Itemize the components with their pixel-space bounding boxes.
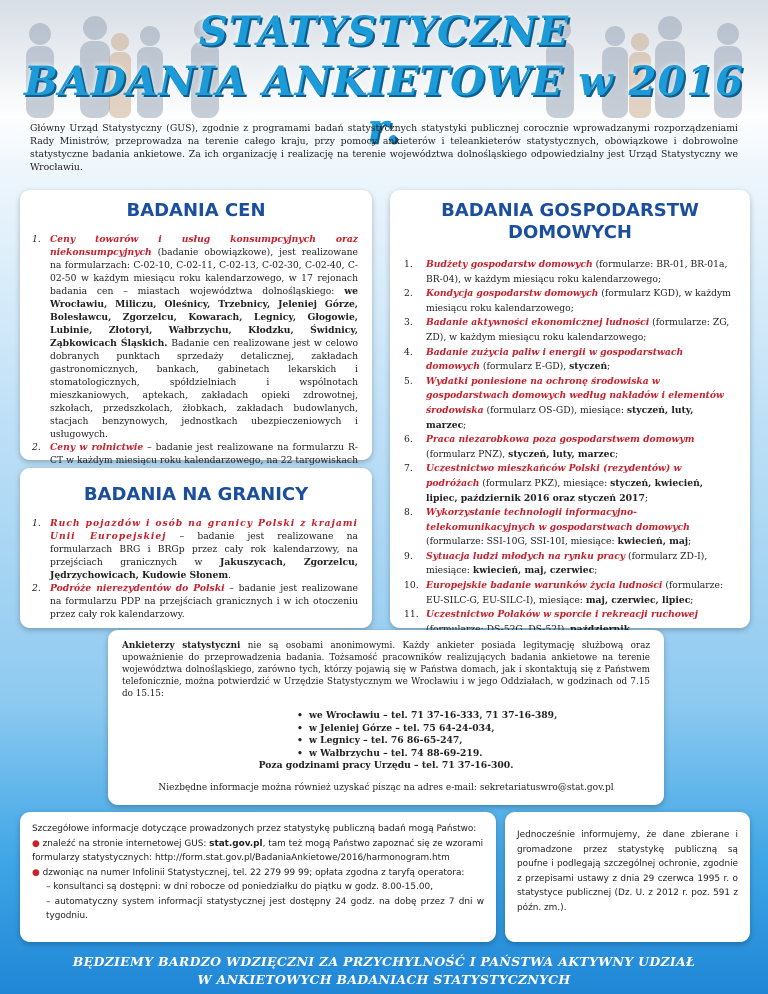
num: 3. — [404, 317, 413, 329]
price-survey-list — [32, 233, 358, 480]
survey-details: (formularz PNZ), — [426, 448, 509, 460]
survey-name: Budżety gospodarstw domowych — [426, 259, 593, 270]
list-item — [404, 462, 736, 506]
section-confidentiality-note — [505, 812, 750, 942]
list-item — [404, 433, 736, 462]
phone-item: • we Wrocławiu – tel. 71 37-16-333, 71 37-16-389, — [297, 710, 650, 723]
survey-details: (formularze: BR-01, BR-01a, BR-04), w każdym miesiącu roku kalendarzowego; — [426, 259, 728, 285]
intro-paragraph: Główny Urząd Statystyczny (GUS), zgodnie z programami badań statystycznych statystyki publicznej corocznie wprowadzanymi rozporządzeniami Rady Ministrów, przeprowadza na terenie całego kraju, przy pomocy ankieterów i teleankieterów statystycznych, obowiązkowe i dobrowolne statystyczne badania ankietowe. Za ich organizację i realizację na terenie województwa dolnośląskiego odpowiedzialny jest Urząd Statystyczny we Wrocławiu. — [30, 123, 738, 173]
list-item — [404, 346, 736, 375]
section-title: BADANIA NA GRANICY — [83, 484, 309, 505]
survey-details: (formularze: ZG, ZD), w każdym miesiącu roku kalendarzowego; — [426, 317, 730, 343]
survey-end: ; — [594, 565, 598, 577]
survey-months: styczeń, kwiecień, lipiec, październik 2016 oraz styczeń 2017 — [426, 477, 704, 504]
section-title: BADANIA CEN — [126, 200, 266, 221]
num: 6. — [404, 434, 413, 446]
num: 8. — [404, 507, 413, 519]
num: 4. — [404, 346, 413, 358]
survey-name: Wykorzystanie technologii informacyjno-telekomunikacyjnych w gospodarstwach domowych — [426, 507, 690, 533]
section-detailed-info — [20, 812, 496, 942]
survey-months: styczeń — [569, 361, 608, 373]
survey-months: maj, czerwiec, lipiec — [585, 594, 691, 606]
info-bullet-website: ● znaleźć na stronie internetowej GUS: stat.gov.pl, tam też mogą Państwo zapoznać się ze wzorami formularzy statystycznych: http://form.stat.gov.pl/BadaniaAnkietowe/2016/harmonogram.htm — [32, 838, 484, 863]
survey-end: ; — [688, 536, 692, 548]
survey-name: Kondycja gospodarstw domowych — [426, 288, 599, 300]
list-item — [404, 258, 736, 287]
list-item — [404, 316, 736, 345]
list-item: 2. Ceny w rolnictwie – badanie jest realizowane na formularzu R-CT w każdym miesiącu roku kalendarzowego, na 22 targowiskach — [32, 442, 358, 466]
footer-line1: BĘDZIEMY BARDZO WDZIĘCZNI ZA PRZYCHYLNOŚĆ I PAŃSTWA AKTYWNY UDZIAŁ — [72, 954, 696, 969]
num: 10. — [404, 580, 419, 592]
num: 2. — [404, 288, 413, 300]
survey-end: ; — [615, 448, 619, 460]
survey-end: ; — [644, 492, 648, 504]
list-item — [404, 550, 736, 579]
survey-name: Ruch pojazdów i osób na granicy Polski z krajami Unii Europejskiej — [50, 518, 358, 542]
survey-name: Sytuacja ludzi młodych na rynku pracy — [426, 550, 626, 562]
survey-name: Praca niezarobkowa poza gospodarstwem domowym — [426, 434, 695, 446]
info-sub-automatic: – automatyczny system informacji statystycznej jest dostępny 24 godz. na dobę przez 7 dni w tygodniu. — [46, 896, 484, 921]
section-title: BADANIA GOSPODARSTW DOMOWYCH — [441, 200, 699, 243]
list-item: 1. Ceny towarów i usług konsumpcyjnych oraz niekonsumpcyjnych (badanie obowiązkowe), jest realizowane na formularzach: C-02-10, C-02-11, C-02-13, C-02-30, C-02-40, C-02-50 w każdym miesiącu roku kalendarzowego, w 17 rejonach badania cen – miastach województwa dolnośląskiego: we Wrocławiu, Miliczu, Oleśnicy, Trzebnicy, Jeleniej Górze, Bolesławcu, Zgorzelcu, Kowarach, Legnicy, Głogowie, Lubinie, Złotoryi, Wałbrzychu, Kłodzku, Świdnicy, Ząbkowicach Śląskich. Badanie cen realizowane jest w celowo dobranych punktach sprzedaży detalicznej, zakładach gastronomicznych, bankach, gabinetach lekarskich i stomatologicznych, spółdzielniach i wspólnotach mieszkaniowych, aptekach, zakładach opieki zdrowotnej, szkołach, przedszkolach, żłobkach, zakładach budowlanych, stacjach benzynowych, jednostkach ubezpieczeniowych i usługowych. — [32, 234, 358, 440]
phone-item: • w Wałbrzychu – tel. 74 88-69-219. — [297, 748, 650, 761]
survey-end: ; — [607, 361, 611, 373]
survey-name: Podróże nierezydentów do Polski — [50, 583, 225, 594]
phone-list — [297, 710, 650, 760]
survey-name: Badanie aktywności ekonomicznej ludności — [426, 317, 650, 329]
list-item — [404, 375, 736, 433]
list-item: 2. Podróże nierezydentów do Polski – badanie jest realizowane na formularzu PDP na przejściach granicznych i w ich otoczeniu przez cały rok kalendarzowy. — [32, 583, 358, 620]
survey-name: Uczestnictwo mieszkańców Polski (rezydentów) w podróżach — [426, 463, 682, 489]
survey-details: (formularz OS-GD), miesiące: — [483, 404, 627, 416]
border-survey-list — [32, 517, 358, 621]
list-item — [404, 287, 736, 316]
section-border-surveys — [20, 468, 372, 628]
footer-line2: W ANKIETOWYCH BADANIACH STATYSTYCZNYCH — [197, 972, 571, 987]
page-title-line1: STATYSTYCZNE — [198, 8, 570, 55]
list-item — [404, 506, 736, 550]
survey-name: Ceny w rolnictwie — [50, 442, 144, 453]
num: 11. — [404, 609, 419, 621]
interviewers-paragraph: Ankieterzy statystyczni nie są osobami anonimowymi. Każdy ankieter posiada legitymację służbową oraz upoważnienie do przeprowadzenia badania. Tożsamość pracowników realizujących badania ankietowe na terenie województwa dolnośląskiego, zarówno tych, którzy pojawią się w Państwa domach, jak i skontaktują się z Państwem telefonicznie, można potwierdzić w Urzędzie Statystycznym we Wrocławiu i w jego Oddziałach, w godzinach od 7.15 do 15.15: — [122, 641, 651, 699]
survey-name: Ceny towarów i usług konsumpcyjnych oraz niekonsumpcyjnych — [50, 234, 358, 258]
survey-details: (formularz ZD-I), miesiące: — [426, 550, 708, 577]
confidentiality-note: Jednocześnie informujemy, że dane zbierane i gromadzone przez statystykę publiczną są poufne i podlegają szczególnej ochronie, zgodnie z przepisami ustawy z dnia 29 czerwca 1995 r. o statystyce publicznej (Dz. U. z 2012 r. poz. 591 z późn. zm.). — [517, 830, 738, 913]
survey-name: Badanie zużycia paliw i energii w gospodarstwach domowych — [426, 346, 684, 373]
survey-details: (formularze: SSI-10G, SSI-10I, miesiące: — [426, 536, 618, 548]
info-bullet-hotline: ● dzwoniąc na numer Infolinii Statystycznej, tel. 22 279 99 99; opłata zgodna z taryfą operatora: — [32, 867, 465, 878]
list-item: 1. Ruch pojazdów i osób na granicy Polski z krajami Unii Europejskiej – badanie jest realizowane na formularzach BRG i BRGp przez cały rok kalendarzowy, na przejściach granicznych w Jakuszycach, Zgorzelcu, Jędrzychowicach, Kudowie Słonem. — [32, 518, 358, 581]
info-sub-consultants: – konsultanci są dostępni: w dni robocze od poniedziałku do piątku w godz. 8.00-15.00, — [46, 882, 434, 892]
survey-name: Uczestnictwo Polaków w sporcie i rekreacji ruchowej — [426, 609, 698, 621]
section-price-surveys — [20, 190, 372, 466]
page-title-line2: BADANIA ANKIETOWE w 2016 r. — [24, 58, 744, 152]
info-lead: Szczegółowe informacje dotyczące prowadzonych przez statystykę publiczną badań mogą Państwo: — [32, 824, 477, 834]
list-item — [404, 579, 736, 608]
num: 9. — [404, 550, 413, 562]
email-info: Niezbędne informacje można również uzyskać pisząc na adres e-mail: sekretariatuswro@stat.gov.pl — [158, 782, 614, 793]
survey-months: kwiecień, maj, czerwiec — [472, 565, 595, 577]
after-hours-phone: Poza godzinami pracy Urzędu – tel. 71 37-16-300. — [258, 760, 514, 771]
section-interviewers — [108, 630, 664, 805]
survey-details: (formularze: EU-SILC-G, EU-SILC-I), miesiące: — [426, 580, 724, 606]
survey-details: (formularz KGD), w każdym miesiącu roku kalendarzowego; — [426, 288, 731, 314]
household-survey-list — [404, 258, 736, 637]
phone-item: • w Jeleniej Górze – tel. 75 64-24-034, — [297, 723, 650, 736]
num: 7. — [404, 463, 413, 475]
survey-months: styczeń, luty, marzec — [508, 448, 616, 460]
section-household-surveys — [390, 190, 750, 628]
num: 1. — [404, 259, 413, 270]
num: 5. — [404, 375, 413, 387]
survey-end: ; — [463, 419, 467, 431]
survey-end: ; — [690, 594, 694, 606]
survey-details: (formularz E-GD), — [479, 361, 570, 373]
survey-months: kwiecień, maj — [617, 536, 689, 548]
survey-details: (formularz PKZ), miesiące: — [479, 477, 611, 489]
phone-item: • w Legnicy – tel. 76 86-65-247, — [297, 735, 650, 748]
survey-months: styczeń, luty, marzec — [426, 404, 694, 431]
survey-name: Europejskie badanie warunków życia ludności — [426, 580, 663, 592]
survey-name: Wydatki poniesione na ochronę środowiska w gospodarstwach domowych według nakładów i elementów środowiska — [426, 375, 724, 416]
